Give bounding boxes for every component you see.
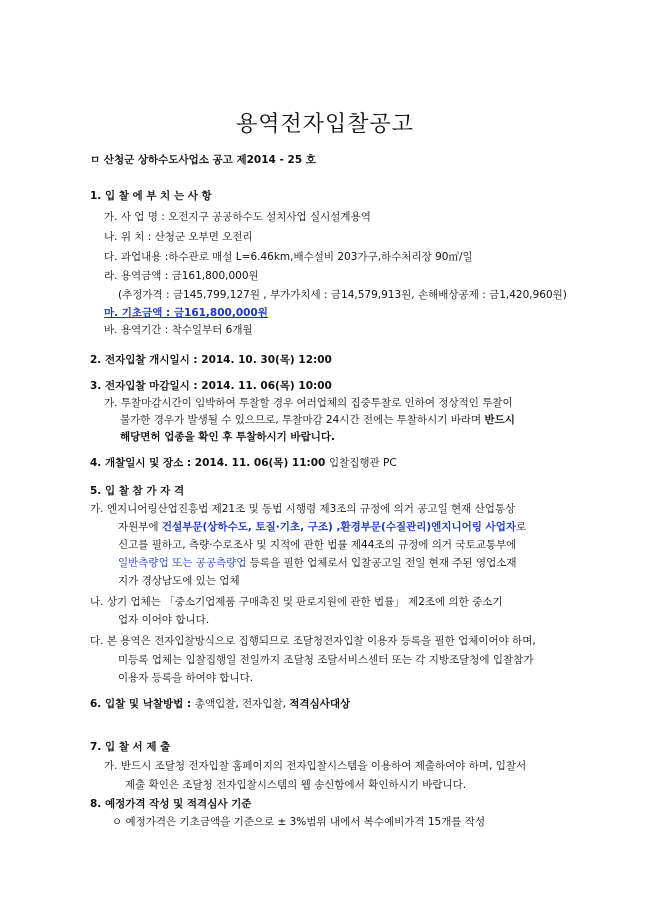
section-4-place: 입찰집행관 PC	[328, 457, 397, 469]
estimated-price-breakdown: (추정가격 : 금145,799,127원 , 부가가치세 : 금14,579,913원, 손해배상공제 : 금1,420,960원)	[118, 289, 567, 301]
qualification-ga-line-4	[118, 556, 517, 570]
section-6-label: 6. 입찰 및 낙찰방법 :	[90, 698, 195, 710]
section-3-line-1: 가. 투찰마감시간이 임박하여 투찰할 경우 여러업체의 집중투찰로 인하여 정상적인 투찰이	[104, 397, 513, 409]
section-3-line-3: 해당면허 업종을 확인 후 투찰하시기 바랍니다.	[120, 431, 335, 443]
section-3-line-2	[120, 413, 515, 427]
qualification-ga-line-3: 신고를 필하고, 측량·수로조사 및 지적에 관한 법률 제44조의 규정에 의거 국토교통부에	[118, 539, 517, 551]
section-8-heading: 8. 예정가격 작성 및 적격심사 기준	[90, 798, 252, 810]
qualification-survey-business: 일반측량업 또는 공공측량업	[118, 557, 247, 569]
section-6-review: 적격심사대상	[289, 698, 351, 710]
notice-number: ㅁ 산청군 상하수도사업소 공고 제2014 - 25 호	[90, 154, 316, 166]
qualification-ga-line-5: 지가 경상남도에 있는 업체	[118, 575, 240, 587]
section-6-method: 총액입찰, 전자입찰,	[194, 698, 290, 710]
qualification-ga-line-2	[118, 520, 526, 534]
section-5-heading: 5. 입 찰 참 가 자 격	[90, 485, 185, 497]
section-2-bid-open-date: 2. 전자입찰 개시일시 : 2014. 10. 30(목) 12:00	[90, 354, 332, 366]
section-8-line-1: ㅇ 예정가격은 기초금액을 기준으로 ± 3%범위 내에서 복수예비가격 15개를 작성	[112, 816, 486, 828]
qualification-ga-line-1: 가. 엔지니어링산업진흥법 제21조 및 동법 시행령 제3조의 규정에 의거 공고일 현재 산업통상	[90, 503, 516, 515]
page-title: 용역전자입찰공고	[235, 112, 415, 137]
section-7-heading: 7. 입 찰 서 제 출	[90, 741, 171, 753]
qualification-da-line-3: 이용자 등록을 하여야 합니다.	[118, 672, 254, 684]
qualification-na-line-1: 나. 상기 업체는 「중소기업제품 구매촉진 및 판로지원에 관한 법률」 제2조에 의한 중소기	[90, 596, 503, 608]
qualification-ga-line-4-b: 등록을 필한 업체로서 입찰공고일 전일 현재 주된 영업소재	[246, 557, 517, 569]
submission-line-1: 가. 반드시 조달청 전자입찰 홈페이지의 전자입찰시스템을 이용하여 제출하여야 하며, 입찰서	[104, 760, 527, 772]
base-amount: 마. 기초금액 : 금161,800,000원	[104, 307, 268, 319]
section-6-bid-method	[90, 697, 350, 711]
qualification-required-sectors: 건설부문(상하수도, 토질·기초, 구조) ,환경부문(수질관리)엔지니어링 사업자	[161, 521, 516, 533]
qualification-ga-line-2-c: 로	[515, 521, 527, 533]
service-amount: 라. 용역금액 : 금161,800,000원	[104, 270, 259, 282]
section-4-opening	[90, 456, 397, 470]
section-3-line-2-text: 불가한 경우가 발생될 수 있으므로, 투찰마감 24시간 전에는 투찰하시기 바라며	[120, 414, 485, 426]
service-period: 바. 용역기간 : 착수일부터 6개월	[104, 324, 253, 336]
qualification-ga-line-2-a: 자원부에	[118, 521, 162, 533]
project-scope: 다. 과업내용 :하수관로 매설 L=6.46km,배수설비 203가구,하수처리장 90㎥/일	[104, 251, 473, 263]
project-name: 가. 사 업 명 : 오전지구 공공하수도 설치사업 실시설계용역	[104, 211, 371, 223]
section-3-heading: 3. 전자입찰 마감일시 : 2014. 11. 06(목) 10:00	[90, 380, 332, 392]
section-3-line-2-emphasis: 반드시	[484, 414, 515, 426]
qualification-da-line-2: 미등록 업체는 입찰집행일 전일까지 조달청 조달서비스센터 또는 각 지방조달청에 입찰참가	[118, 654, 534, 666]
qualification-na-line-2: 업자 이어야 합니다.	[118, 614, 210, 626]
submission-line-2: 제출 확인은 조달청 전자입찰시스템의 웹 송신함에서 확인하시기 바랍니다.	[125, 779, 467, 791]
section-4-date: 4. 개찰일시 및 장소 : 2014. 11. 06(목) 11:00	[90, 457, 329, 469]
project-location: 나. 위 치 : 산청군 오부면 오전리	[104, 231, 253, 243]
section-1-heading: 1. 입 찰 에 부 치 는 사 항	[90, 190, 212, 202]
qualification-da-line-1: 다. 본 용역은 전자입찰방식으로 집행되므로 조달청전자입찰 이용자 등록을 필한 업체이어야 하며,	[90, 635, 536, 647]
